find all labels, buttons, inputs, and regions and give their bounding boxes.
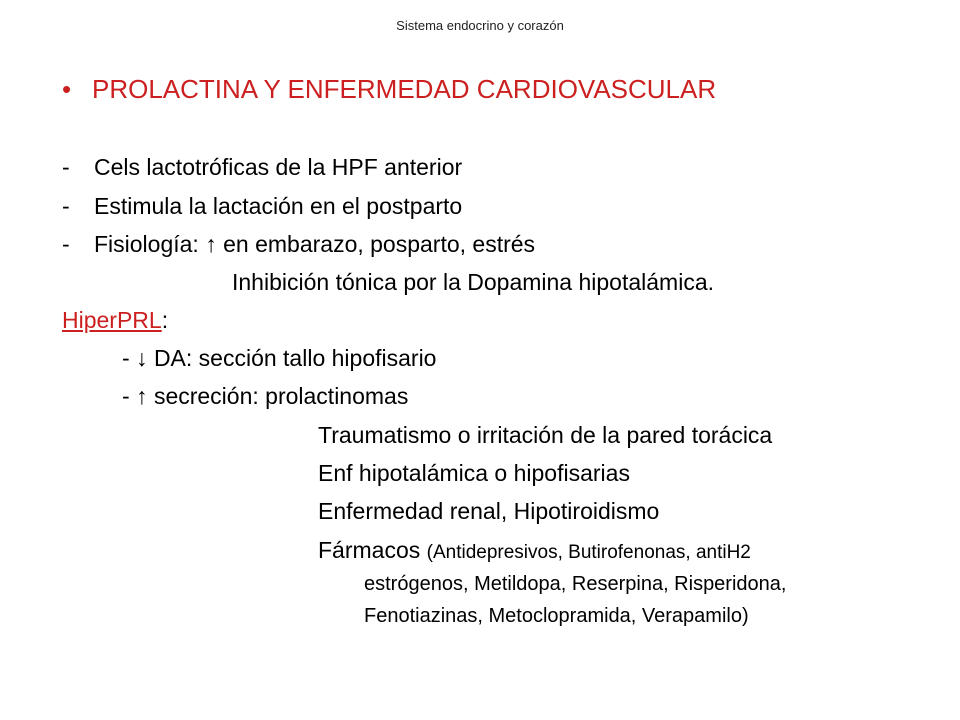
slide-title (62, 74, 716, 105)
dash: - (62, 231, 70, 257)
hiperprl-link[interactable]: HiperPRL (62, 307, 162, 333)
list-item: Enf hipotalámica o hipofisarias (318, 460, 630, 486)
list-item: Traumatismo o irritación de la pared torácica (318, 422, 773, 448)
list-item (318, 537, 751, 564)
list-item (62, 154, 462, 181)
list-item: - ↑ secreción: prolactinomas (122, 383, 409, 409)
list-item (62, 193, 462, 220)
list-item: Fenotiazinas, Metoclopramida, Verapamilo) (364, 605, 749, 627)
section-heading (62, 307, 168, 334)
line-text: Fisiología: ↑ en embarazo, posparto, estrés (94, 231, 536, 257)
title-text: PROLACTINA Y ENFERMEDAD CARDIOVASCULAR (92, 74, 717, 104)
list-item: - ↓ DA: sección tallo hipofisario (122, 345, 437, 371)
list-item: Enfermedad renal, Hipotiroidismo (318, 498, 660, 524)
line-text: Estimula la lactación en el postparto (94, 193, 463, 219)
dash: - (62, 154, 70, 180)
title-bullet: • (62, 74, 72, 104)
list-item: estrógenos, Metildopa, Reserpina, Risperidona, (364, 573, 787, 595)
list-item: Inhibición tónica por la Dopamina hipotalámica. (232, 269, 715, 295)
farmacos-label: Fármacos (318, 537, 427, 563)
line-text: Cels lactotróficas de la HPF anterior (94, 154, 463, 180)
dash: - (62, 193, 70, 219)
farmacos-list: (Antidepresivos, Butirofenonas, antiH2 (426, 542, 751, 563)
list-item (62, 231, 535, 258)
slide-header: Sistema endocrino y corazón (396, 18, 564, 33)
colon: : (161, 307, 169, 333)
